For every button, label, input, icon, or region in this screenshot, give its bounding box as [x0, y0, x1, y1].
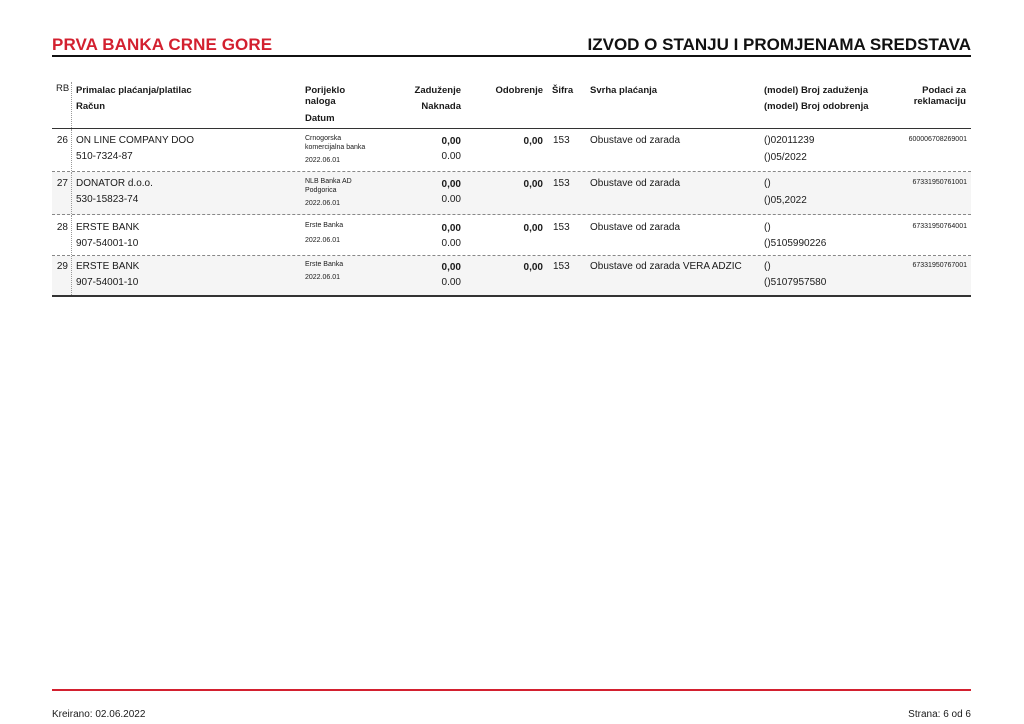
- page-number: Strana: 6 od 6: [908, 709, 971, 720]
- col-sifra: Šifra: [552, 85, 574, 96]
- header-rule: [52, 55, 971, 57]
- col-datum: Datum: [305, 113, 335, 124]
- payee-name: ERSTE BANK: [76, 261, 140, 272]
- col-model-odobrenja: (model) Broj odobrenja: [764, 101, 869, 112]
- document-title: IZVOD O STANJU I PROMJENAMA SREDSTAVA: [587, 35, 971, 54]
- col-porijeklo: Porijeklo: [305, 85, 346, 96]
- transactions-table: [52, 82, 971, 297]
- code: 153: [553, 135, 570, 146]
- credit-amount: 0,00: [523, 136, 543, 147]
- col-naknada: Naknada: [421, 101, 461, 112]
- origin-bank: Crnogorska: [305, 135, 342, 142]
- fee-amount: 0.00: [441, 151, 461, 162]
- debit-reference: (): [764, 178, 771, 189]
- fee-amount: 0.00: [441, 277, 461, 288]
- origin-bank-line2: Podgorica: [305, 187, 337, 194]
- complaint-reference: 600006708269001: [908, 136, 967, 143]
- credit-reference: ()05/2022: [764, 152, 807, 163]
- payee-name: ERSTE BANK: [76, 222, 140, 233]
- origin-bank: Erste Banka: [305, 261, 344, 268]
- col-zaduzenje: Zaduženje: [414, 85, 461, 96]
- payee-name: ON LINE COMPANY DOO: [76, 135, 194, 146]
- order-date: 2022.06.01: [305, 157, 341, 164]
- col-model-zaduzenja: (model) Broj zaduženja: [764, 85, 868, 96]
- footer-rule: [52, 689, 971, 691]
- column-separator: [71, 129, 72, 171]
- created-date: Kreirano: 02.06.2022: [52, 709, 146, 720]
- col-racun: Račun: [76, 101, 106, 112]
- table-row: [52, 215, 971, 256]
- credit-amount: 0,00: [523, 179, 543, 190]
- order-date: 2022.06.01: [305, 237, 341, 244]
- complaint-reference: 67331950761001: [912, 179, 967, 186]
- credit-reference: ()5107957580: [764, 277, 827, 288]
- debit-amount: 0,00: [441, 262, 461, 273]
- row-number: 27: [56, 178, 68, 189]
- complaint-reference: 67331950764001: [912, 223, 967, 230]
- payment-purpose: Obustave od zarada: [590, 178, 681, 189]
- payee-account: 907-54001-10: [76, 238, 139, 249]
- table-row: [52, 129, 971, 172]
- col-odobrenje: Odobrenje: [495, 85, 543, 96]
- table-row: [52, 256, 971, 297]
- payee-account: 907-54001-10: [76, 277, 139, 288]
- column-separator: [71, 172, 72, 214]
- col-reklamaciju: reklamaciju: [913, 96, 966, 107]
- credit-amount: 0,00: [523, 223, 543, 234]
- fee-amount: 0.00: [441, 194, 461, 205]
- credit-reference: ()5105990226: [764, 238, 827, 249]
- row-number: 29: [56, 261, 68, 272]
- credit-amount: 0,00: [523, 262, 543, 273]
- order-date: 2022.06.01: [305, 200, 341, 207]
- code: 153: [553, 261, 570, 272]
- code: 153: [553, 178, 570, 189]
- complaint-reference: 67331950767001: [912, 262, 967, 269]
- payee-account: 510-7324-87: [76, 151, 133, 162]
- origin-bank: NLB Banka AD: [305, 178, 352, 185]
- col-primalac: Primalac plaćanja/platilac: [76, 85, 192, 96]
- payment-purpose: Obustave od zarada VERA ADZIC: [590, 261, 742, 272]
- column-separator: [71, 256, 72, 295]
- debit-amount: 0,00: [441, 223, 461, 234]
- debit-reference: (): [764, 261, 771, 272]
- debit-reference: ()02011239: [764, 135, 815, 146]
- col-svrha: Svrha plaćanja: [590, 85, 658, 96]
- payee-account: 530-15823-74: [76, 194, 139, 205]
- origin-bank-line2: komercijalna banka: [305, 144, 366, 151]
- payment-purpose: Obustave od zarada: [590, 222, 681, 233]
- col-podaci: Podaci za: [922, 85, 966, 96]
- debit-amount: 0,00: [441, 136, 461, 147]
- order-date: 2022.06.01: [305, 274, 341, 281]
- table-row: [52, 172, 971, 215]
- column-separator: [71, 215, 72, 255]
- col-rb: RB: [56, 83, 70, 94]
- code: 153: [553, 222, 570, 233]
- row-number: 26: [56, 135, 68, 146]
- fee-amount: 0.00: [441, 238, 461, 249]
- table-header: [52, 82, 971, 129]
- row-number: 28: [56, 222, 68, 233]
- credit-reference: ()05,2022: [764, 195, 807, 206]
- col-naloga: naloga: [305, 96, 336, 107]
- payee-name: DONATOR d.o.o.: [76, 178, 153, 189]
- debit-amount: 0,00: [441, 179, 461, 190]
- column-separator: [71, 82, 72, 128]
- bank-name: PRVA BANKA CRNE GORE: [52, 35, 273, 54]
- payment-purpose: Obustave od zarada: [590, 135, 681, 146]
- origin-bank: Erste Banka: [305, 222, 344, 229]
- debit-reference: (): [764, 222, 771, 233]
